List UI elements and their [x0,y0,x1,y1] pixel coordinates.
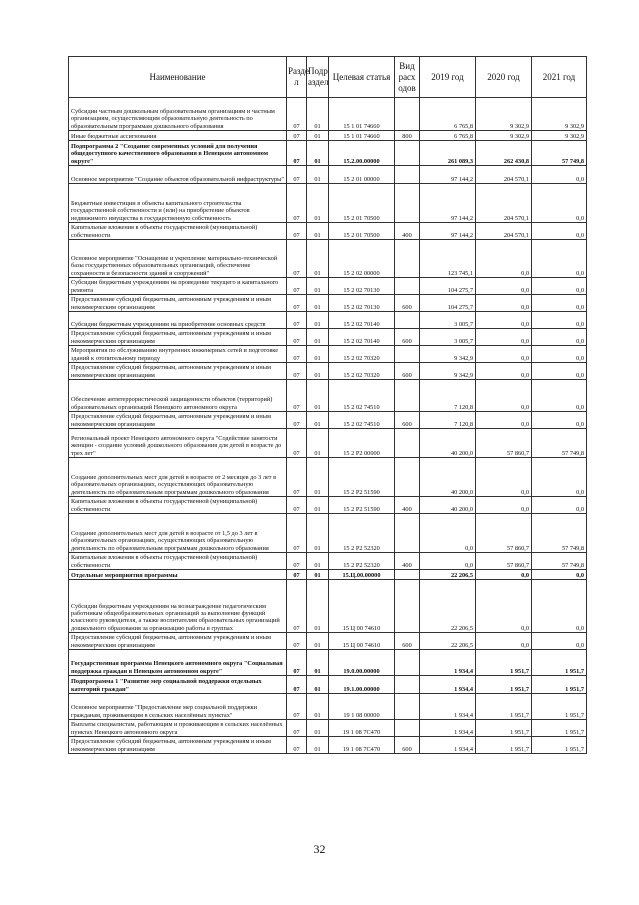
cell-2019: 1 934,4 [420,694,476,720]
table-row [69,380,587,412]
cell-target: 15 2 01 00000 [329,166,395,184]
cell-section: 07 [287,278,307,295]
cell-subsection: 01 [307,570,329,580]
cell-section: 07 [287,429,307,458]
header-2019: 2019 год [420,57,476,98]
cell-name: Предоставление субсидий бюджетным, автономным учреждениям и иным некоммерческим организациям [69,363,287,380]
cell-type [395,380,420,412]
cell-name: Государственная программа Ненецкого автономного округа "Социальная поддержка граждан в Ненецком автономном округе" [69,650,287,676]
cell-2019: 40 200,0 [420,497,476,514]
cell-section: 07 [287,141,307,166]
table-row [69,412,587,429]
table-row [69,720,587,737]
cell-type [395,580,420,633]
cell-section: 07 [287,312,307,329]
header-target: Целевая статья [329,57,395,98]
cell-2021: 1 951,7 [532,694,587,720]
cell-2020: 204 570,1 [476,184,532,223]
cell-2019: 9 342,9 [420,363,476,380]
cell-2020: 0,0 [476,312,532,329]
cell-name: Основное мероприятие "Создание объектов образовательной инфраструктуры" [69,166,287,184]
cell-2021: 0,0 [532,278,587,295]
table-header-row [69,57,587,98]
cell-type [395,514,420,553]
cell-2020: 0,0 [476,346,532,363]
cell-2020: 0,0 [476,240,532,278]
table-row [69,514,587,553]
cell-name: Создание дополнительных мест для детей в возрасте от 2 месяцев до 3 лет в образовательных организациях, осуществляющих образовательную деятельность по образовательным программам дошкольного образования [69,458,287,497]
cell-type [395,570,420,580]
cell-2020: 0,0 [476,295,532,312]
cell-target: 19 1 08 7С470 [329,737,395,754]
table-row [69,329,587,346]
cell-2019: 40 200,0 [420,458,476,497]
cell-2021: 0,0 [532,312,587,329]
cell-subsection: 01 [307,412,329,429]
cell-2019: 261 089,3 [420,141,476,166]
cell-type: 600 [395,412,420,429]
cell-2021: 0,0 [532,166,587,184]
cell-section: 07 [287,295,307,312]
cell-target: 15 2 02 70130 [329,278,395,295]
cell-2019: 1 934,4 [420,720,476,737]
cell-2021: 1 951,7 [532,676,587,694]
cell-section: 07 [287,346,307,363]
table-row [69,240,587,278]
cell-2021: 57 749,8 [532,141,587,166]
cell-2021: 0,0 [532,580,587,633]
cell-name: Субсидии бюджетным учреждениям на проведение текущего и капитального ремонта [69,278,287,295]
cell-section: 07 [287,412,307,429]
cell-type: 400 [395,223,420,240]
cell-section: 07 [287,363,307,380]
header-type: Вид расх одов [395,57,420,98]
table-row [69,141,587,166]
table-row [69,694,587,720]
cell-name: Капитальные вложения в объекты государственной (муниципальной) собственности [69,497,287,514]
cell-subsection: 01 [307,650,329,676]
cell-2019: 7 120,8 [420,412,476,429]
table-row [69,497,587,514]
cell-2020: 57 860,7 [476,553,532,570]
cell-name: Создание дополнительных мест для детей в возрасте от 1,5 до 3 лет в образовательных организациях, осуществляющих образовательную деятельность по образовательным программам дошкольного образования [69,514,287,553]
cell-2020: 0,0 [476,380,532,412]
cell-2020: 0,0 [476,412,532,429]
cell-target: 15 2 02 00000 [329,240,395,278]
cell-target: 15 2 02 70320 [329,346,395,363]
cell-type [395,166,420,184]
table-row [69,346,587,363]
cell-type [395,676,420,694]
cell-name: Основное мероприятие "Предоставление мер социальной поддержки гражданам, проживающим в сельских населённых пунктах" [69,694,287,720]
cell-2019: 3 005,7 [420,312,476,329]
cell-section: 07 [287,458,307,497]
header-2020: 2020 год [476,57,532,98]
cell-2020: 0,0 [476,570,532,580]
cell-target: 15 2 02 70140 [329,312,395,329]
cell-section: 07 [287,166,307,184]
cell-2020: 9 302,9 [476,131,532,141]
cell-target: 19.0.00.00000 [329,650,395,676]
cell-subsection: 01 [307,240,329,278]
cell-2020: 1 951,7 [476,650,532,676]
cell-2021: 9 302,9 [532,98,587,131]
budget-table [68,56,587,754]
cell-target: 15 2 02 70320 [329,363,395,380]
cell-2020: 0,0 [476,363,532,380]
cell-2020: 262 430,8 [476,141,532,166]
header-subsection: Подр аздел [307,57,329,98]
cell-type: 600 [395,329,420,346]
cell-subsection: 01 [307,278,329,295]
cell-section: 07 [287,633,307,650]
cell-subsection: 01 [307,141,329,166]
cell-2019: 22 206,5 [420,570,476,580]
cell-2020: 0,0 [476,633,532,650]
cell-section: 07 [287,553,307,570]
table-row [69,312,587,329]
cell-type [395,278,420,295]
cell-2021: 0,0 [532,240,587,278]
cell-2020: 0,0 [476,458,532,497]
cell-target: 15 2 02 70140 [329,329,395,346]
cell-2021: 0,0 [532,184,587,223]
cell-2020: 1 951,7 [476,676,532,694]
cell-target: 19.1.00.00000 [329,676,395,694]
cell-2021: 1 951,7 [532,720,587,737]
cell-2019: 7 120,8 [420,380,476,412]
cell-type [395,98,420,131]
cell-2019: 1 934,4 [420,676,476,694]
table-row [69,98,587,131]
table-row [69,295,587,312]
cell-2021: 0,0 [532,346,587,363]
cell-subsection: 01 [307,633,329,650]
table-row [69,223,587,240]
cell-subsection: 01 [307,514,329,553]
cell-2021: 57 749,8 [532,514,587,553]
cell-2021: 57 749,8 [532,553,587,570]
cell-subsection: 01 [307,98,329,131]
cell-name: Предоставление субсидий бюджетным, автономным учреждениям и иным некоммерческим организациям [69,633,287,650]
cell-type [395,184,420,223]
cell-2019: 22 206,5 [420,580,476,633]
cell-name: Региональный проект Ненецкого автономного округа "Содействие занятости женщин - создание условий дошкольного образования для детей в возрасте до трех лет" [69,429,287,458]
table-row [69,184,587,223]
header-section: Разде л [287,57,307,98]
cell-2019: 104 275,7 [420,278,476,295]
cell-type [395,650,420,676]
header-name: Наименование [69,57,287,98]
cell-2019: 97 144,2 [420,223,476,240]
cell-name: Предоставление субсидий бюджетным, автономным учреждениям и иным некоммерческим организациям [69,329,287,346]
cell-section: 07 [287,650,307,676]
cell-subsection: 01 [307,363,329,380]
cell-target: 15 2 P2 52320 [329,553,395,570]
cell-2020: 0,0 [476,278,532,295]
cell-subsection: 01 [307,346,329,363]
table-row [69,737,587,754]
cell-type [395,240,420,278]
cell-2020: 204 570,1 [476,166,532,184]
table-row [69,458,587,497]
cell-2019: 0,0 [420,553,476,570]
cell-2021: 1 951,7 [532,737,587,754]
cell-2019: 1 934,4 [420,650,476,676]
cell-2021: 0,0 [532,380,587,412]
cell-name: Отдельные мероприятия программы [69,570,287,580]
table-row [69,553,587,570]
cell-2021: 0,0 [532,458,587,497]
cell-type [395,141,420,166]
cell-subsection: 01 [307,223,329,240]
cell-2019: 0,0 [420,514,476,553]
cell-2021: 0,0 [532,570,587,580]
cell-2020: 57 860,7 [476,514,532,553]
cell-section: 07 [287,240,307,278]
table-row [69,676,587,694]
cell-type [395,458,420,497]
cell-subsection: 01 [307,166,329,184]
cell-name: Предоставление субсидий бюджетным, автономным учреждениям и иным некоммерческим организациям [69,412,287,429]
cell-subsection: 01 [307,295,329,312]
cell-section: 07 [287,514,307,553]
cell-subsection: 01 [307,497,329,514]
cell-name: Предоставление субсидий бюджетным, автономным учреждениям и иным некоммерческим организациям [69,737,287,754]
table-row [69,131,587,141]
cell-type [395,346,420,363]
cell-2021: 57 749,8 [532,429,587,458]
cell-type: 600 [395,737,420,754]
cell-target: 15 2 02 74510 [329,380,395,412]
header-2021: 2021 год [532,57,587,98]
cell-target: 15 2 P2 52320 [329,514,395,553]
cell-target: 15 2 02 74510 [329,412,395,429]
cell-type [395,312,420,329]
table-row [69,650,587,676]
cell-name: Выплаты специалистам, работающим и проживающим в сельских населённых пунктах Ненецкого автономного округа [69,720,287,737]
cell-name: Мероприятия по обслуживанию внутренних инженерных сетей и подготовке зданий к отопительному периоду [69,346,287,363]
cell-name: Капитальные вложения в объекты государственной (муниципальной) собственности [69,223,287,240]
table-row [69,570,587,580]
cell-2019: 97 144,2 [420,184,476,223]
cell-section: 07 [287,570,307,580]
cell-subsection: 01 [307,737,329,754]
cell-2019: 1 934,4 [420,737,476,754]
cell-target: 15 1 01 74660 [329,131,395,141]
cell-section: 07 [287,676,307,694]
table-row [69,580,587,633]
cell-2021: 0,0 [532,412,587,429]
cell-2019: 3 005,7 [420,329,476,346]
cell-subsection: 01 [307,184,329,223]
cell-name: Подпрограмма 2 "Создание современных условий для получения общедоступного качественного образования в Ненецком автономном округе" [69,141,287,166]
cell-2021: 0,0 [532,329,587,346]
cell-section: 07 [287,497,307,514]
cell-section: 07 [287,131,307,141]
cell-2021: 9 302,9 [532,131,587,141]
cell-2020: 57 860,7 [476,429,532,458]
table-row [69,429,587,458]
table-body [69,98,587,754]
cell-target: 15.Ц.00.00000 [329,570,395,580]
cell-name: Капитальные вложения в объекты государственной (муниципальной) собственности [69,553,287,570]
cell-type [395,694,420,720]
cell-2020: 0,0 [476,329,532,346]
cell-subsection: 01 [307,458,329,497]
cell-2019: 6 765,8 [420,131,476,141]
cell-name: Субсидии бюджетным учреждениям на приобретение основных средств [69,312,287,329]
cell-target: 15 2 P2 51590 [329,497,395,514]
cell-2019: 104 275,7 [420,295,476,312]
cell-subsection: 01 [307,131,329,141]
cell-type: 600 [395,633,420,650]
cell-2020: 0,0 [476,497,532,514]
cell-type: 400 [395,553,420,570]
cell-2019: 22 206,5 [420,633,476,650]
cell-target: 15 2 P2 51590 [329,458,395,497]
cell-section: 07 [287,720,307,737]
table-row [69,633,587,650]
cell-target: 19 1 08 00000 [329,694,395,720]
cell-type: 400 [395,497,420,514]
cell-2021: 0,0 [532,633,587,650]
cell-2020: 1 951,7 [476,694,532,720]
cell-section: 07 [287,223,307,240]
cell-subsection: 01 [307,580,329,633]
cell-subsection: 01 [307,720,329,737]
cell-section: 07 [287,98,307,131]
cell-target: 15 2 02 70130 [329,295,395,312]
cell-name: Подпрограмма 1 "Развитие мер социальной поддержки отдельных категорий граждан" [69,676,287,694]
cell-subsection: 01 [307,553,329,570]
cell-2021: 0,0 [532,363,587,380]
cell-2020: 9 302,9 [476,98,532,131]
cell-2021: 0,0 [532,497,587,514]
cell-2021: 1 951,7 [532,650,587,676]
cell-subsection: 01 [307,429,329,458]
table-row [69,278,587,295]
cell-name: Бюджетные инвестиции в объекты капитального строительства государственной собственности и (или) на приобретение объектов недвижимого имущества в государственную собственность [69,184,287,223]
cell-2019: 9 342,9 [420,346,476,363]
cell-target: 15.2.00.00000 [329,141,395,166]
cell-name: Обеспечение антитеррористической защищенности объектов (территорий) образовательных организаций Ненецкого автономного округа [69,380,287,412]
cell-section: 07 [287,694,307,720]
cell-target: 15 1 01 74660 [329,98,395,131]
cell-2020: 0,0 [476,580,532,633]
cell-target: 19 1 08 7С470 [329,720,395,737]
cell-name: Иные бюджетные ассигнования [69,131,287,141]
cell-subsection: 01 [307,676,329,694]
cell-2021: 0,0 [532,295,587,312]
cell-2021: 0,0 [532,223,587,240]
cell-name: Предоставление субсидий бюджетным, автономным учреждениям и иным некоммерческим организациям [69,295,287,312]
cell-subsection: 01 [307,312,329,329]
cell-target: 15 Ц 00 74610 [329,633,395,650]
cell-target: 15 Ц 00 74610 [329,580,395,633]
cell-target: 15 2 01 70500 [329,184,395,223]
cell-type: 600 [395,295,420,312]
cell-section: 07 [287,329,307,346]
cell-section: 07 [287,580,307,633]
budget-table-container [68,56,586,754]
cell-2019: 40 200,0 [420,429,476,458]
page-number: 32 [313,842,326,856]
cell-2020: 204 570,1 [476,223,532,240]
cell-2020: 1 951,7 [476,737,532,754]
cell-2020: 1 951,7 [476,720,532,737]
cell-type: 600 [395,363,420,380]
cell-section: 07 [287,184,307,223]
cell-name: Субсидии частным дошкольным образовательным организациям и частным организациям, осуществляющим образовательную деятельность по образовательным программам дошкольного образования [69,98,287,131]
cell-2019: 6 765,8 [420,98,476,131]
table-row [69,166,587,184]
cell-target: 15 2 01 70500 [329,223,395,240]
cell-type: 800 [395,131,420,141]
cell-type [395,720,420,737]
cell-section: 07 [287,380,307,412]
cell-2019: 97 144,2 [420,166,476,184]
cell-target: 15 2 P2 00000 [329,429,395,458]
cell-2019: 123 745,1 [420,240,476,278]
cell-type [395,429,420,458]
cell-name: Субсидии бюджетным учреждениям на вознаграждение педагогическим работникам общеобразовательных организаций за выполнение функций классного руководителя, а также воспитателям образовательных организаций дошкольного образования за организацию работы в группах [69,580,287,633]
cell-name: Основное мероприятие "Оснащение и укрепление материально-технической базы государственных образовательных организаций, обеспечение сохранности и безопасности зданий и сооружений" [69,240,287,278]
cell-subsection: 01 [307,329,329,346]
table-row [69,363,587,380]
cell-subsection: 01 [307,694,329,720]
cell-section: 07 [287,737,307,754]
cell-subsection: 01 [307,380,329,412]
